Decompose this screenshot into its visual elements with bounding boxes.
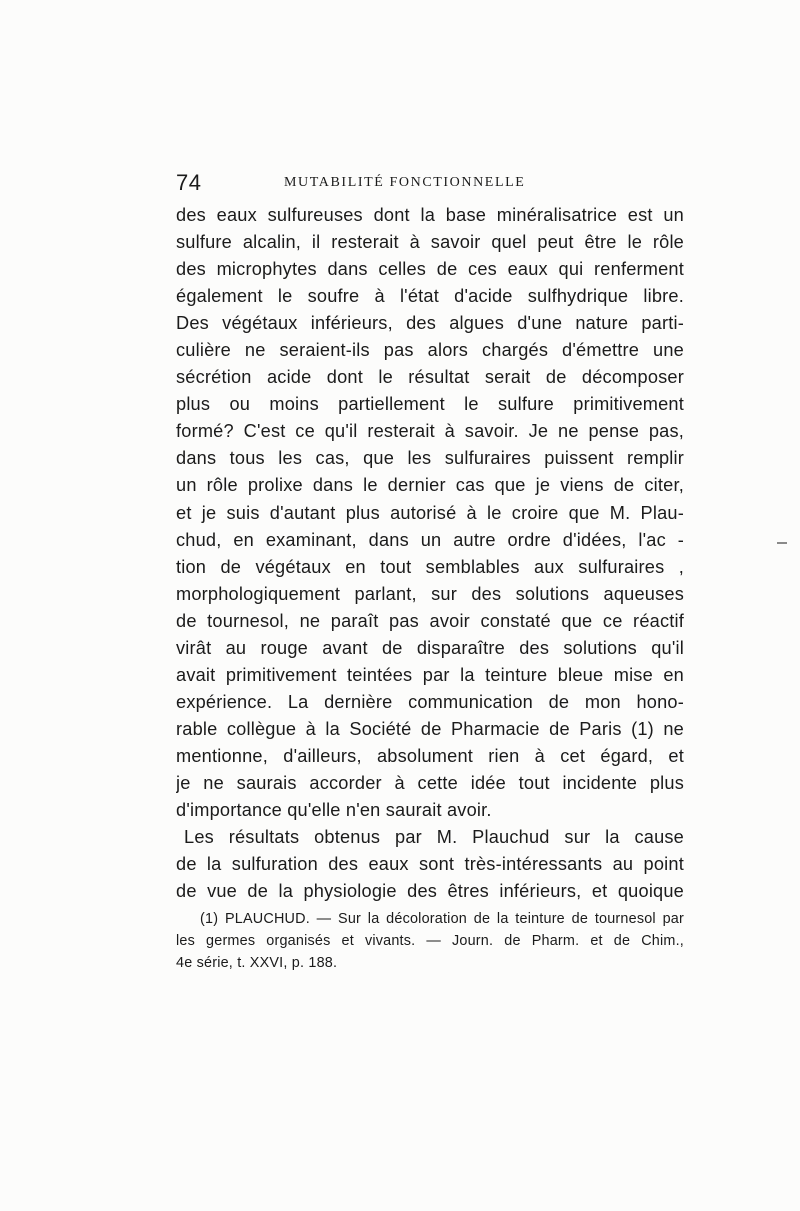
text-line: sécrétion acide dont le résultat serait de décomposer [176, 367, 684, 388]
text-line: plus ou moins partiellement le sulfure primitivement [176, 394, 684, 415]
text-line: de vue de la physiologie des êtres inférieurs, et quoique [176, 881, 684, 902]
text-line: expérience. La dernière communication de mon hono- [176, 691, 684, 712]
footnote-line: (1) PLAUCHUD. — Sur la décoloration de la teinture de tournesol par [200, 911, 684, 927]
text-line: rable collègue à la Société de Pharmacie de Paris (1) ne [176, 718, 684, 739]
margin-dash-mark [777, 542, 787, 544]
text-line: tion de végétaux en tout semblables aux sulfuraires , [176, 556, 684, 577]
text-line: des eaux sulfureuses dont la base minéralisatrice est un [176, 205, 684, 225]
text-line: également le soufre à l'état d'acide sulfhydrique libre. [176, 286, 684, 307]
text-line: mentionne, d'ailleurs, absolument rien à cet égard, et [176, 745, 684, 766]
footnote-line: 4e série, t. XXVI, p. 188. [176, 955, 338, 971]
text-line: morphologiquement parlant, sur des solutions aqueuses [176, 583, 684, 604]
text-line: et je suis d'autant plus autorisé à le croire que M. Plau- [176, 502, 684, 523]
footnote-line: les germes organisés et vivants. — Journ. de Pharm. et de Chim., [176, 933, 684, 949]
text-line: des microphytes dans celles de ces eaux qui renferment [176, 259, 684, 280]
paragraph-start-line: Les résultats obtenus par M. Plauchud sur la cause [184, 827, 684, 848]
text-line: de la sulfuration des eaux sont très-intéressants au point [176, 854, 684, 875]
body-text [176, 202, 684, 905]
text-line: culière ne seraient-ils pas alors chargés d'émettre une [176, 340, 684, 361]
page-number: 74 [176, 170, 202, 195]
text-line: avait primitivement teintées par la teinture bleue mise en [176, 664, 684, 685]
running-title: MUTABILITÉ FONCTIONNELLE [284, 175, 526, 190]
text-line: Des végétaux inférieurs, des algues d'une nature parti- [176, 313, 684, 334]
text-line: je ne saurais accorder à cette idée tout incidente plus [176, 772, 684, 793]
page-header [176, 170, 684, 196]
text-line: virât au rouge avant de disparaître des solutions qu'il [176, 637, 684, 658]
text-line: un rôle prolixe dans le dernier cas que je viens de citer, [176, 475, 684, 496]
text-line: sulfure alcalin, il resterait à savoir quel peut être le rôle [176, 232, 684, 253]
text-line: de tournesol, ne paraît pas avoir constaté que ce réactif [176, 610, 684, 631]
footnote [176, 908, 684, 974]
text-line: d'importance qu'elle n'en saurait avoir. [176, 800, 492, 821]
text-line: formé? C'est ce qu'il resterait à savoir. Je ne pense pas, [176, 421, 684, 442]
text-line: dans tous les cas, que les sulfuraires puissent remplir [176, 448, 684, 469]
text-line: chud, en examinant, dans un autre ordre d'idées, l'ac - [176, 529, 684, 550]
